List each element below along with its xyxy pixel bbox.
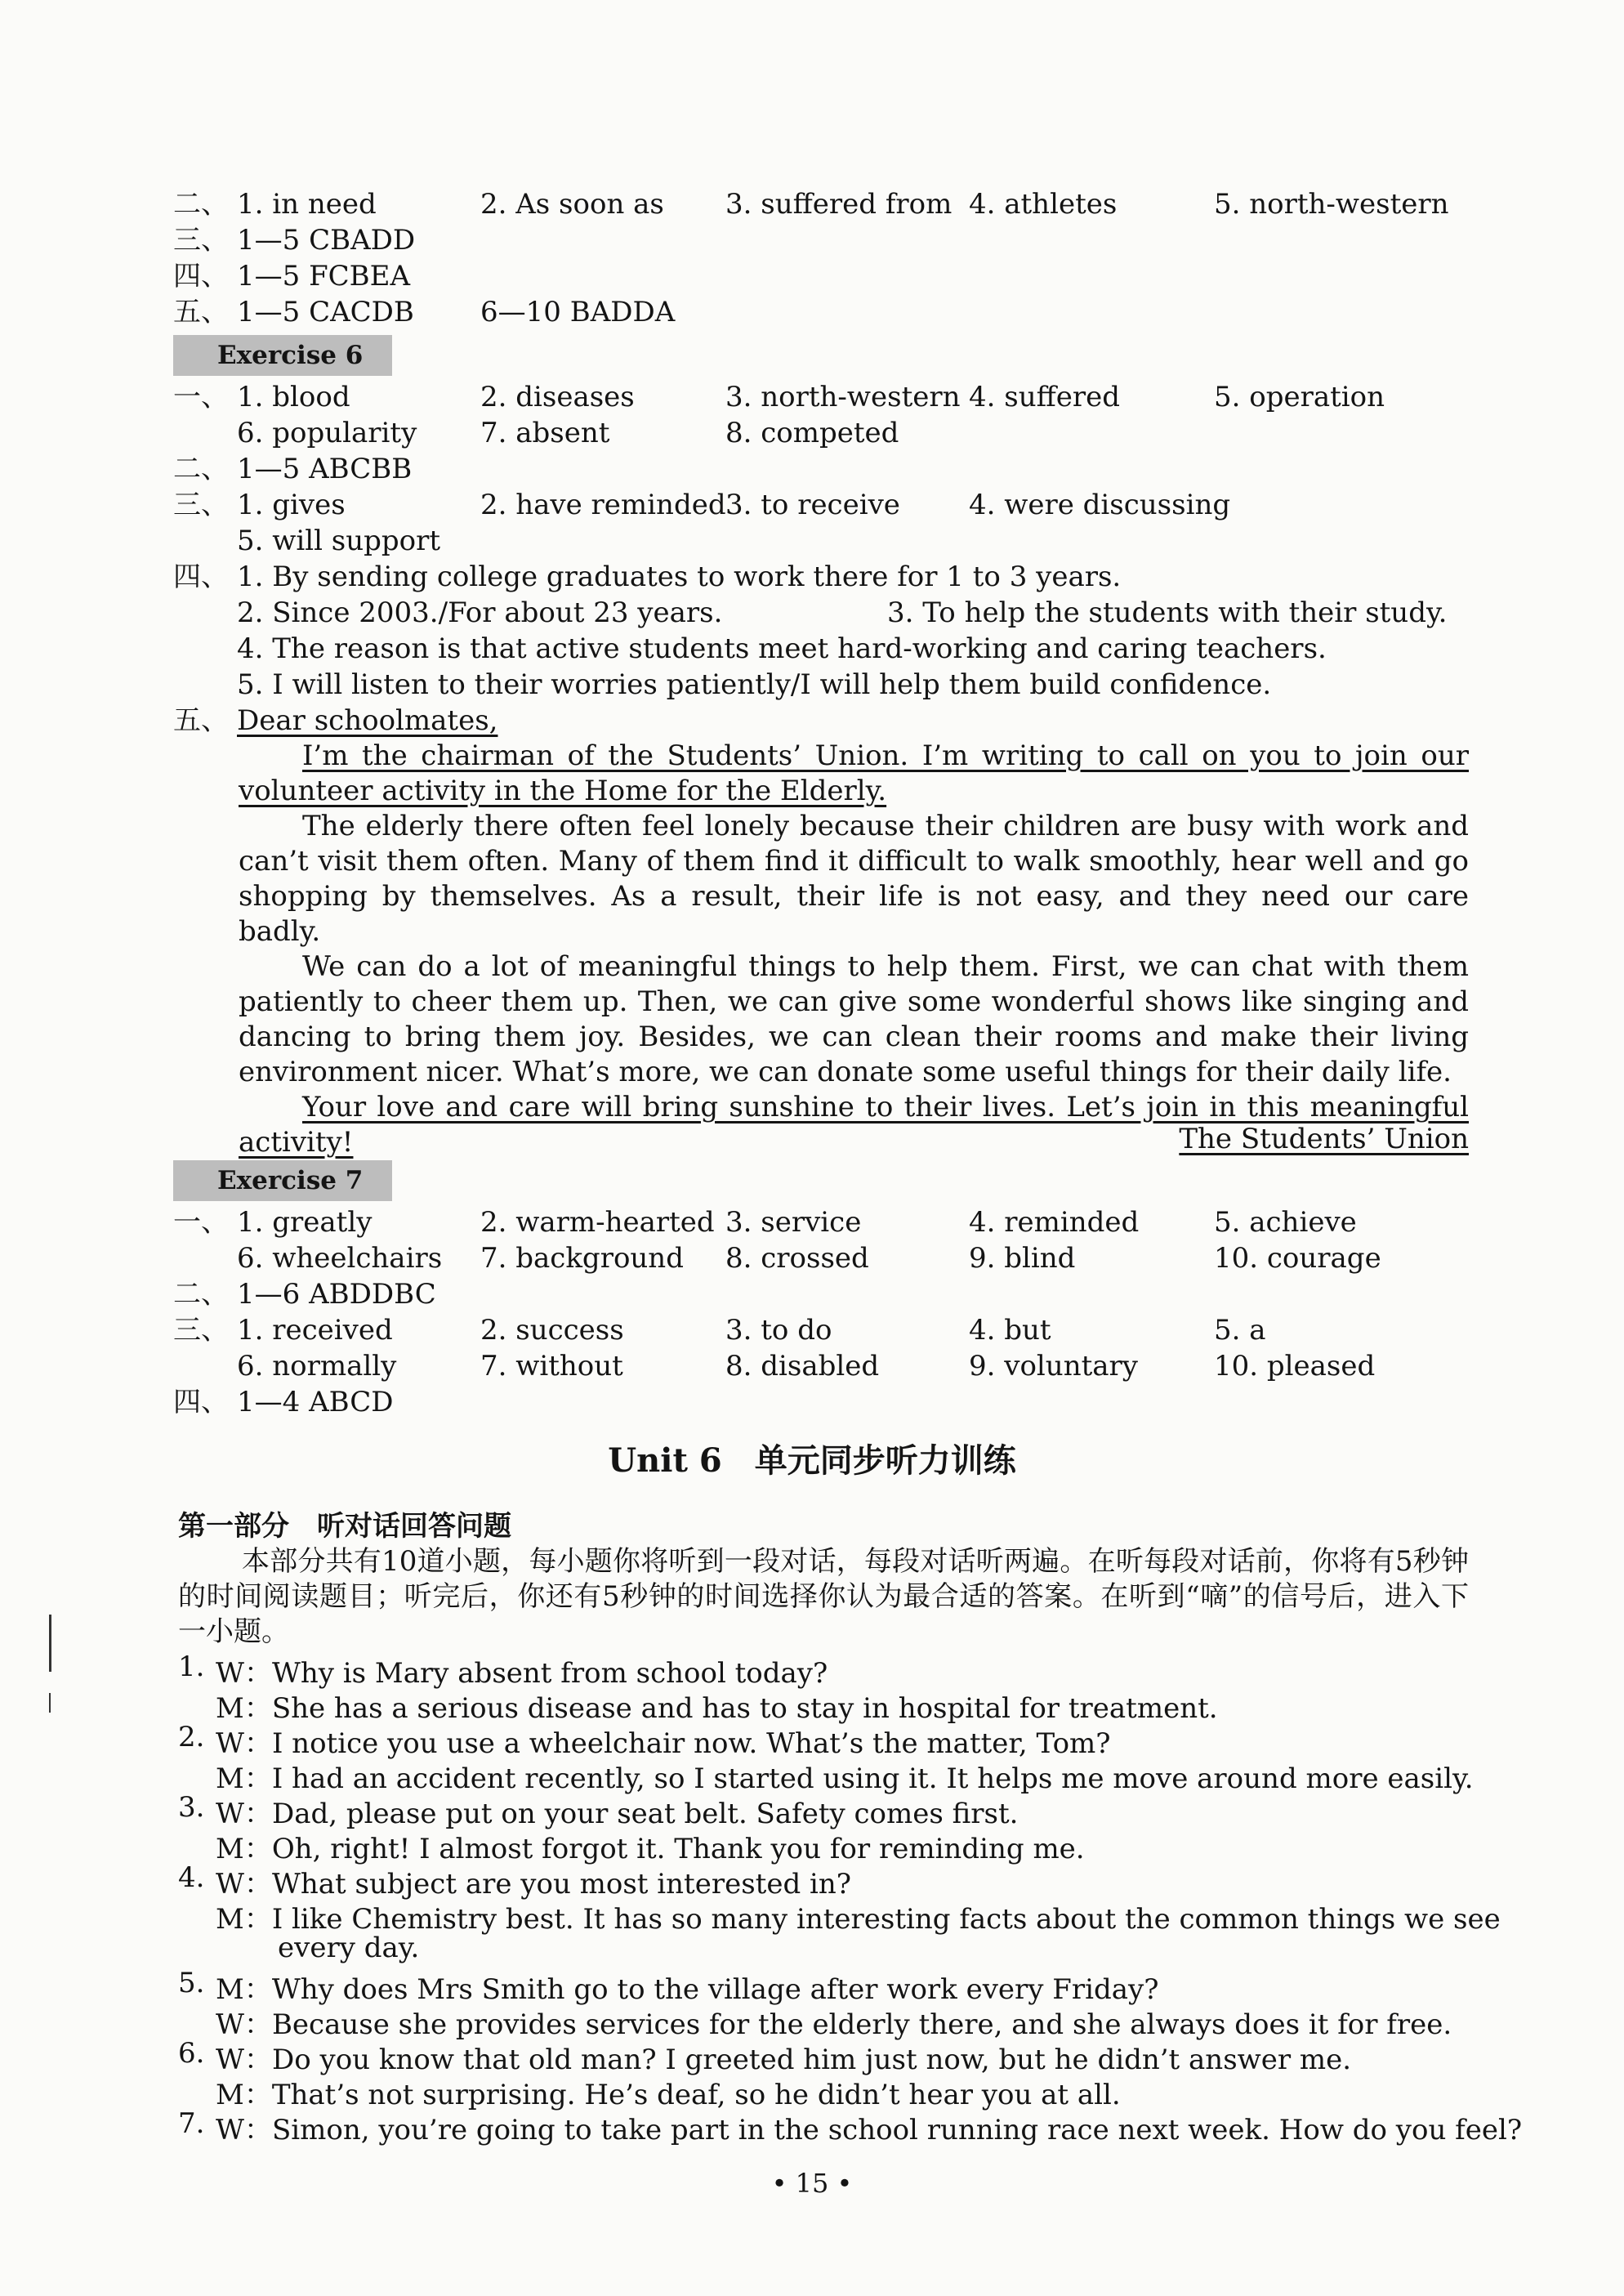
dialog-7-line-a: W：Simon, you’re going to take part in the school running race next week. How do you feel? <box>216 2114 1523 2146</box>
scan-margin-mark <box>49 1615 51 1672</box>
scan-margin-mark-2 <box>49 1693 51 1713</box>
dialog-3-number: 3. <box>178 1791 205 1824</box>
dialog-4-line-c: every day. <box>278 1932 420 1964</box>
dialog-5-line-a: M：Why does Mrs Smith go to the village after work every Friday? <box>216 1973 1159 2006</box>
letter-signature: The Students’ Union <box>1179 1123 1469 1155</box>
dialog-5-line-b: W：Because she provides services for the elderly there, and she always does it for free. <box>216 2008 1452 2041</box>
dialog-4-line-a: W：What subject are you most interested in? <box>216 1868 852 1901</box>
dialog-2-number: 2. <box>178 1721 205 1753</box>
letter-paragraph-4: Your love and care will bring sunshine to their lives. Let’s join in this meaningful activity! <box>239 1091 1469 1159</box>
dialog-6-number: 6. <box>178 2037 205 2070</box>
dialog-4-number: 4. <box>178 1861 205 1894</box>
part1-title: 第一部分 听对话回答问题 <box>178 1510 511 1543</box>
dialog-7-number: 7. <box>178 2107 205 2140</box>
letter-greeting: Dear schoolmates, <box>237 704 498 737</box>
letter-signature-row <box>1179 1121 1469 1157</box>
dialog-3-line-b: M：Oh, right! I almost forgot it. Thank you for reminding me. <box>216 1833 1085 1865</box>
dialog-2-line-b: M：I had an accident recently, so I started using it. It helps me move around more easily. <box>216 1762 1474 1795</box>
dialog-6-line-a: W：Do you know that old man? I greeted him just now, but he didn’t answer me. <box>216 2044 1352 2076</box>
letter-paragraph-2: The elderly there often feel lonely because their children are busy with work and can’t visit them often. Many of them find it difficult to walk smoothly, hear well and go shopping by themselves. As a result, their life is not easy, and they need our care badly. <box>239 810 1469 948</box>
dialog-1-line-b: M：She has a serious disease and has to stay in hospital for treatment. <box>216 1692 1218 1725</box>
dialog-1-number: 1. <box>178 1651 205 1683</box>
dialog-6-line-b: M：That’s not surprising. He’s deaf, so he didn’t hear you at all. <box>216 2079 1121 2111</box>
answer-key-page: 二、 1. in need 2. As soon as 3. suffered from 4. athletes 5. north-western 三、 1—5 CBADD 四、 1—5 FCBEA 五、 1—5 CACDB 6—10 BADDA Exercise 6 一、 1. blood 2. diseases 3. north-western 4. suffered 5. operation 6. popularity 7. absent 8. competed 二、 1—5 ABCBB 三、 1. gives 2. have reminded 3. to receive 4. were discussing 5. will support 四、 1. By sending college graduates to work there for 1 to 3 years. 2. Since 2003./For about 23 years. 3. To help the students with their study. 4. The reason is that active students meet hard-working and caring teachers. 5. I will listen to their worries patiently/I will help them build confidence. 五、 Dear schoolmates, I’m the chairman of the Students’ Union. I’m writing to call on you to join our volunteer activity in the Home for the Elderly. The elderly there often feel lonely because their children are busy with work and can’t visit them often. Many of them find it difficult to walk smoothly, hear well and go shopping by themselves. As a result, their life is not easy, and they need our care badly. We can do a lot of meaningful things to help them. First, we can chat with them patiently to cheer them up. Then, we can give some wonderful shows like singing and dancing to bring them joy. Besides, we can clean their rooms and make their living environment nicer. What’s more, we can donate some useful things for their daily life. Your love and care will bring sunshine to their lives. Let’s join in this meaningful activity! The Students’ Union Exercise 7 一、 1. greatly 2. warm-hearted 3. service 4. reminded 5. achieve 6. wheelchairs 7. background 8. crossed 9. blind 10. courage 二、 1—6 ABDDBC 三、 1. received 2. success 3. to do 4. but 5. a 6. normally 7. without 8. disabled 9. voluntary 10. pleased 四、 1—4 ABCD Unit 6 单元同步听力训练 第一部分 听对话回答问题 本部分共有10道小题，每小题你将听到一段对话，每段对话听两遍。在听每段对话前，你将有5秒钟的时间阅读题目；听完后，你还有5秒钟的时间选择你认为最合适的答案。在听到“嘀”的信号后，进入下一小题。 1. W：Why is Mary absent from school today? M：She has a serious disease and has to stay in hospital for treatment. 2. W：I notice you use a wheelchair now. What’s the matter, Tom? M：I had an accident recently, so I started using it. It helps me move around more easily. 3. W：Dad, please put on your seat belt. Safety comes first. M：Oh, right! I almost forgot it. Thank you for reminding me. 4. W：What subject are you most interested in? M：I like Chemistry best. It has so many interesting facts about the common things we see every day. 5. M：Why does Mrs Smith go to the village after work every Friday? W：Because she provides services for the elderly there, and she always does it for free. 6. W：Do you know that old man? I greeted him just now, but he didn’t answer me. M：That’s not surprising. He’s deaf, so he didn’t hear you at all. 7. W：Simon, you’re going to take part in the school running race next week. How do you feel? • 15 • <box>0 0 1624 2296</box>
letter-body <box>239 739 1469 1160</box>
dialog-3-line-a: W：Dad, please put on your seat belt. Safety comes first. <box>216 1798 1019 1830</box>
letter-paragraph-3: We can do a lot of meaningful things to help them. First, we can chat with them patiently to cheer them up. Then, we can give some wonderful shows like singing and dancing to bring them joy. Besides, we can clean their rooms and make their living environment nicer. What’s more, we can donate some useful things for their daily life. <box>239 950 1469 1088</box>
exercise-6-heading: Exercise 6 <box>173 335 392 376</box>
dialog-4-line-b: M：I like Chemistry best. It has so many interesting facts about the common things we see <box>216 1903 1501 1936</box>
dialog-2-line-a: W：I notice you use a wheelchair now. What’s the matter, Tom? <box>216 1727 1111 1760</box>
letter-paragraph-1: I’m the chairman of the Students’ Union. I’m writing to call on you to join our volunteer activity in the Home for the Elderly. <box>239 739 1469 807</box>
exercise-7-heading: Exercise 7 <box>173 1160 392 1201</box>
page-number: • 15 • <box>771 2168 853 2199</box>
unit-title: Unit 6 单元同步听力训练 <box>608 1441 1016 1480</box>
part1-instructions: 本部分共有10道小题，每小题你将听到一段对话，每段对话听两遍。在听每段对话前，你将有5秒钟的时间阅读题目；听完后，你还有5秒钟的时间选择你认为最合适的答案。在听到“嘀”的信号后，进入下一小题。 <box>178 1545 1469 1648</box>
dialog-1-line-a: W：Why is Mary absent from school today? <box>216 1657 828 1690</box>
dialog-5-number: 5. <box>178 1967 205 1999</box>
